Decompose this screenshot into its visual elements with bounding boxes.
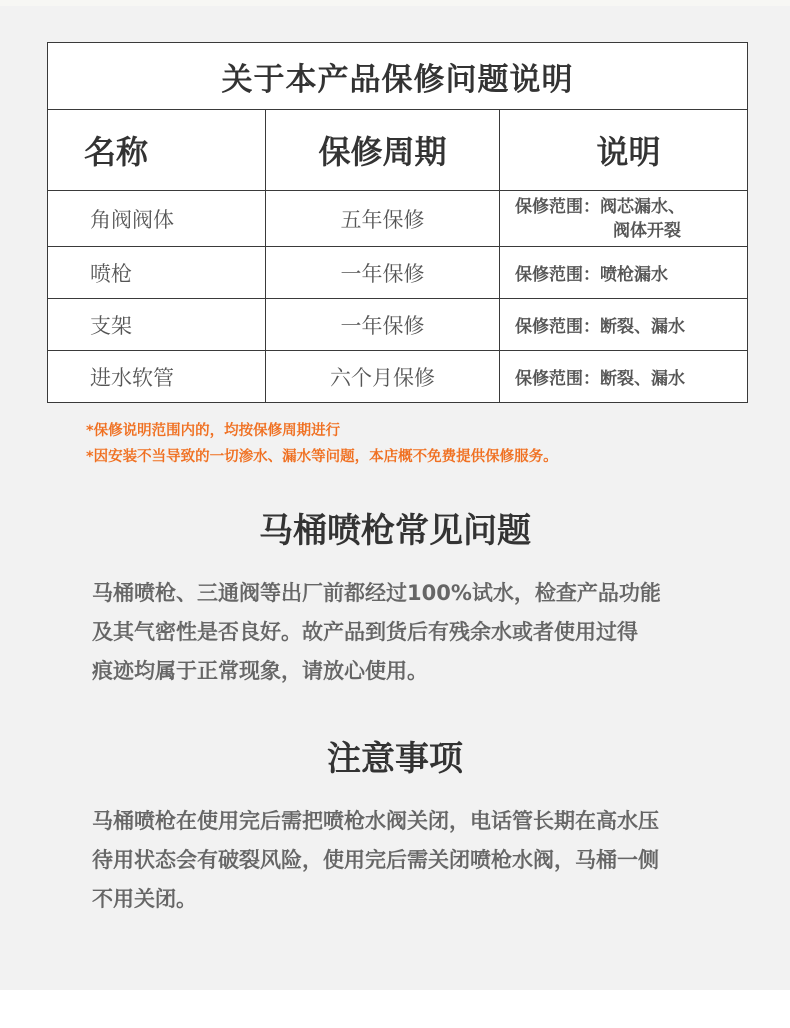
note-line: *因安装不当导致的一切渗水、漏水等问题，本店概不免费提供保修服务。 (86, 449, 558, 465)
notice-title: 注意事项 (327, 739, 463, 779)
row-period: 六个月保修 (266, 351, 500, 403)
table-row (48, 191, 748, 247)
faq-line: 痕迹均属于正常现象，请放心使用。 (92, 659, 428, 683)
table-title: 关于本产品保修问题说明 (48, 43, 748, 110)
row-desc-line1: 保修范围：阀芯漏水、 (515, 197, 685, 217)
table-row (48, 299, 748, 351)
row-desc: 保修范围：断裂、漏水 (500, 351, 748, 403)
notice-line: 马桶喷枪在使用完后需把喷枪水阀关闭，电话管长期在高水压 (92, 809, 659, 833)
note-line: *保修说明范围内的，均按保修周期进行 (86, 423, 341, 439)
row-name: 进水软管 (48, 351, 266, 403)
faq-line: 及其气密性是否良好。故产品到货后有残余水或者使用过得 (92, 620, 638, 644)
header-name: 名称 (48, 110, 266, 191)
table-row (48, 351, 748, 403)
table-row (48, 247, 748, 299)
notice-body (92, 802, 742, 919)
header-period: 保修周期 (266, 110, 500, 191)
warranty-notes (86, 418, 558, 470)
notice-line: 待用状态会有破裂风险，使用完后需关闭喷枪水阀，马桶一侧 (92, 848, 659, 872)
row-name: 喷枪 (48, 247, 266, 299)
row-name: 角阀阀体 (48, 191, 266, 247)
warranty-table (47, 42, 748, 403)
row-period: 五年保修 (266, 191, 500, 247)
header-desc: 说明 (500, 110, 748, 191)
row-period: 一年保修 (266, 247, 500, 299)
row-desc: 保修范围：断裂、漏水 (500, 299, 748, 351)
notice-line: 不用关闭。 (92, 887, 197, 911)
table-title-row (48, 43, 748, 110)
faq-line: 马桶喷枪、三通阀等出厂前都经过100%试水，检查产品功能 (92, 581, 661, 605)
faq-title: 马桶喷枪常见问题 (259, 511, 531, 551)
row-desc-line2: 阀体开裂 (613, 221, 681, 241)
faq-body (92, 574, 742, 691)
row-period: 一年保修 (266, 299, 500, 351)
row-desc (500, 191, 748, 247)
table-header-row (48, 110, 748, 191)
top-strip (0, 0, 790, 6)
row-name: 支架 (48, 299, 266, 351)
row-desc: 保修范围：喷枪漏水 (500, 247, 748, 299)
